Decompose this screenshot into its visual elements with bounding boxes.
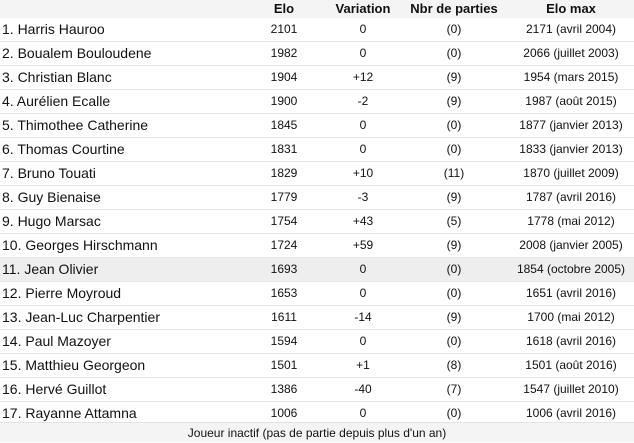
cell-variation: 0 — [359, 262, 367, 276]
cell-games: (8) — [446, 358, 462, 372]
cell-variation: 0 — [359, 46, 367, 60]
table-row — [0, 234, 634, 258]
cell-elo-max: 1006 (avril 2016) — [525, 406, 617, 420]
cell-variation: +1 — [356, 358, 370, 372]
header-games: Nbr de parties — [410, 1, 498, 16]
table-row — [0, 210, 634, 234]
cell-games: (0) — [446, 22, 462, 36]
header-elo: Elo — [273, 1, 295, 16]
cell-elo-max: 1833 (janvier 2013) — [519, 142, 623, 156]
cell-elo-max: 2066 (juillet 2003) — [523, 46, 619, 60]
cell-elo-max: 2171 (avril 2004) — [525, 22, 617, 36]
cell-elo-max: 1618 (avril 2016) — [525, 334, 617, 348]
table-row — [0, 258, 634, 282]
cell-variation: +10 — [352, 166, 374, 180]
table-row — [0, 138, 634, 162]
cell-player-name: 15. Matthieu Georgeon — [2, 357, 146, 373]
cell-elo-max: 2008 (janvier 2005) — [519, 238, 623, 252]
table-row — [0, 90, 634, 114]
cell-elo: 1501 — [270, 358, 298, 372]
cell-elo: 1653 — [270, 286, 298, 300]
cell-elo: 1693 — [270, 262, 298, 276]
cell-elo: 1594 — [270, 334, 298, 348]
table-row — [0, 18, 634, 42]
cell-elo: 1831 — [270, 142, 298, 156]
cell-elo: 1900 — [270, 94, 298, 108]
cell-player-name: 5. Thimothee Catherine — [2, 117, 149, 133]
cell-variation: -14 — [354, 310, 372, 324]
cell-elo-max: 1987 (août 2015) — [525, 94, 617, 108]
table-row — [0, 162, 634, 186]
cell-variation: 0 — [359, 142, 367, 156]
cell-games: (5) — [446, 214, 462, 228]
cell-player-name: 6. Thomas Courtine — [2, 141, 125, 157]
cell-variation: -40 — [354, 382, 372, 396]
table-row — [0, 42, 634, 66]
cell-elo-max: 1547 (juillet 2010) — [523, 382, 619, 396]
cell-player-name: 2. Boualem Bouloudene — [2, 45, 152, 61]
cell-elo: 1754 — [270, 214, 298, 228]
cell-player-name: 13. Jean-Luc Charpentier — [2, 309, 160, 325]
cell-player-name: 16. Hervé Guillot — [2, 381, 107, 397]
cell-elo: 1006 — [270, 406, 298, 420]
cell-elo: 1386 — [270, 382, 298, 396]
table-row — [0, 330, 634, 354]
cell-games: (7) — [446, 382, 462, 396]
cell-variation: 0 — [359, 286, 367, 300]
cell-games: (0) — [446, 334, 462, 348]
cell-games: (0) — [446, 286, 462, 300]
cell-elo: 1829 — [270, 166, 298, 180]
cell-variation: +59 — [352, 238, 374, 252]
cell-elo: 1611 — [271, 310, 297, 324]
cell-variation: +12 — [352, 70, 374, 84]
cell-player-name: 12. Pierre Moyroud — [2, 285, 122, 301]
cell-player-name: 1. Harris Hauroo — [2, 21, 105, 37]
cell-player-name: 17. Rayanne Attamna — [2, 405, 137, 421]
cell-elo: 2101 — [270, 22, 298, 36]
cell-elo-max: 1501 (août 2016) — [525, 358, 617, 372]
cell-games: (0) — [446, 46, 462, 60]
cell-player-name: 8. Guy Bienaise — [2, 189, 101, 205]
table-row — [0, 66, 634, 90]
cell-variation: 0 — [359, 118, 367, 132]
inactive-player-note: Joueur inactif (pas de partie depuis plus d'un an) — [0, 422, 634, 442]
table-header — [0, 0, 634, 19]
cell-player-name: 3. Christian Blanc — [2, 69, 112, 85]
table-row — [0, 282, 634, 306]
cell-elo: 1845 — [270, 118, 298, 132]
cell-games: (9) — [446, 94, 462, 108]
cell-variation: 0 — [359, 334, 367, 348]
cell-games: (0) — [446, 262, 462, 276]
cell-games: (9) — [446, 310, 462, 324]
cell-elo-max: 1870 (juillet 2009) — [523, 166, 619, 180]
cell-elo-max: 1787 (avril 2016) — [525, 190, 617, 204]
table-row — [0, 378, 634, 402]
cell-elo: 1982 — [270, 46, 298, 60]
cell-player-name: 14. Paul Mazoyer — [2, 333, 111, 349]
cell-player-name: 4. Aurélien Ecalle — [2, 93, 111, 109]
cell-elo-max: 1854 (octobre 2005) — [516, 262, 626, 276]
cell-games: (9) — [446, 70, 462, 84]
cell-elo-max: 1651 (avril 2016) — [525, 286, 617, 300]
cell-variation: 0 — [359, 22, 367, 36]
cell-elo-max: 1954 (mars 2015) — [523, 70, 619, 84]
cell-games: (0) — [446, 118, 462, 132]
cell-player-name: 11. Jean Olivier — [2, 261, 99, 277]
table-row — [0, 354, 634, 378]
cell-player-name: 9. Hugo Marsac — [2, 213, 101, 229]
cell-variation: 0 — [359, 406, 367, 420]
header-elo-max: Elo max — [546, 1, 596, 16]
cell-games: (0) — [446, 406, 462, 420]
table-row — [0, 186, 634, 210]
cell-elo: 1779 — [270, 190, 298, 204]
cell-player-name: 7. Bruno Touati — [2, 165, 96, 181]
table-row — [0, 306, 634, 330]
cell-games: (9) — [446, 238, 462, 252]
table-row — [0, 114, 634, 138]
cell-elo-max: 1877 (janvier 2013) — [519, 118, 623, 132]
header-variation: Variation — [335, 1, 391, 16]
cell-elo-max: 1700 (mai 2012) — [527, 310, 615, 324]
cell-elo: 1724 — [270, 238, 298, 252]
cell-games: (9) — [446, 190, 462, 204]
cell-variation: -3 — [357, 190, 369, 204]
cell-games: (11) — [443, 166, 465, 180]
cell-games: (0) — [446, 142, 462, 156]
cell-elo-max: 1778 (mai 2012) — [527, 214, 615, 228]
cell-elo: 1904 — [270, 70, 298, 84]
cell-variation: +43 — [352, 214, 374, 228]
cell-variation: -2 — [357, 94, 369, 108]
cell-player-name: 10. Georges Hirschmann — [2, 237, 158, 253]
